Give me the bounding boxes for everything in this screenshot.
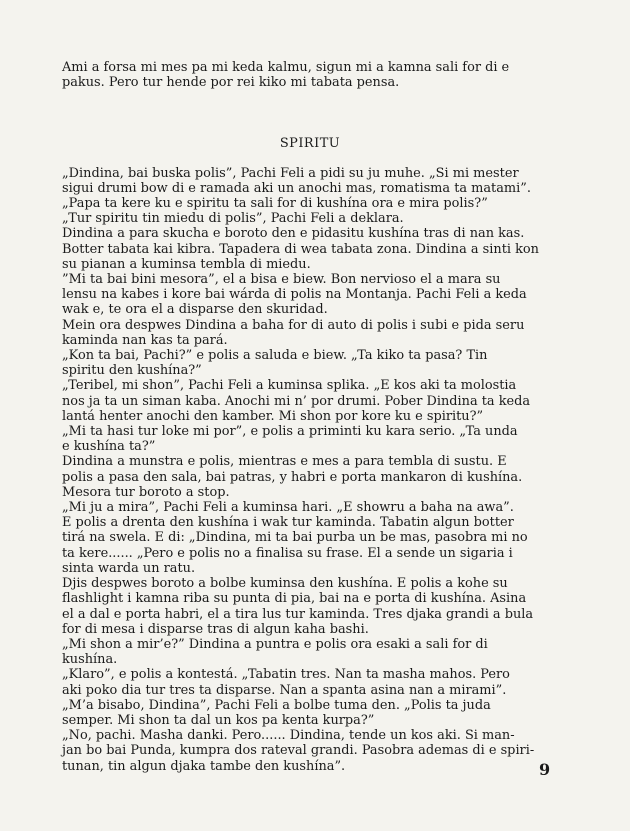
story-paragraph: „Kon ta bai, Pachi?” e polis a saluda e biew. „Ta kiko ta pasa? Tin spiritu den kushína?”	[62, 348, 488, 379]
story-paragraph: „M’a bisabo, Dindina”, Pachi Feli a bolbe tuma den. „Polis ta juda semper. Mi shon ta dal un kos pa kenta kurpa?”	[62, 697, 491, 728]
page-number: 9	[539, 760, 551, 779]
story-paragraph: ”Mi ta bai bini mesora”, el a bisa e biew. Bon nervioso el a mara su lensu na kabes i kore bai wárda di polis na Montanja. Pachi Feli a keda wak e, te ora el a disparse den skuridad.	[62, 272, 527, 318]
story-paragraph: „Teribel, mi shon”, Pachi Feli a kuminsa splika. „E kos aki ta molostia nos ja ta un siman kaba. Anochi mi n’ por drumi. Pober Dindina ta keda lantá henter anochi den kamber. Mi shon por kore ku e spiritu?”	[62, 378, 531, 424]
story-paragraph: Djis despwes boroto a bolbe kuminsa den kushína. E polis a kohe su flashlight i kamna riba su punta di pia, bai na e porta di kushína. Asina el a dal e porta habri, el a tira lus tur kaminda. Tres djaka grandi a bula for di mesa i disparse tras di algun kaha bashi.	[62, 576, 534, 637]
story-paragraph: Mein ora despwes Dindina a baha for di auto di polis i subi e pida seru kaminda nan kas ta pará.	[62, 317, 525, 348]
story-title: SPIRITU	[279, 136, 341, 152]
story-paragraph: Dindina a para skucha e boroto den e pidasitu kushína tras di nan kas. Botter tabata kai kibra. Tapadera di wea tabata zona. Dindina a sinti kon su pianan a kuminsa tembla di miedu.	[62, 226, 539, 272]
story-paragraph: Dindina a munstra e polis, mientras e mes a para tembla di sustu. E polis a pasa den sala, bai patras, y habri e porta mankaron di kushína. Mesora tur boroto a stop.	[62, 454, 523, 500]
story-paragraph: „Mi ju a mira”, Pachi Feli a kuminsa hari. „E showru a baha na awa”.	[62, 500, 514, 516]
story-paragraph: „Dindina, bai buska polis”, Pachi Feli a pidi su ju muhe. „Si mi mester sigui drumi bow di e ramada aki un anochi mas, romatisma ta matami”.	[62, 165, 531, 196]
story-paragraph: „Mi ta hasi tur loke mi por”, e polis a priminti ku kara serio. „Ta unda e kushína ta?”	[62, 424, 518, 455]
story-paragraph: „No, pachi. Masha danki. Pero...... Dindina, tende un kos aki. Si man- jan bo bai Punda, kumpra dos rateval grandi. Pasobra ademas di e spiri- tunan, tin algun djaka tambe den kushína”.	[62, 728, 535, 774]
story-paragraph: E polis a drenta den kushína i wak tur kaminda. Tabatin algun botter tirá na swela. E di: „Dindina, mi ta bai purba un be mas, pasobra mi no ta kere...... „Pero e polis no a finalisa su frase. El a sende un sigaria i sinta warda un ratu.	[62, 515, 528, 576]
story-paragraph: „Klaro”, e polis a kontestá. „Tabatin tres. Nan ta masha mahos. Pero aki poko dia tur tres ta disparse. Nan a spanta asina nan a mirami”.	[62, 667, 510, 698]
story-paragraph: „Mi shon a mir’e?” Dindina a puntra e polis ora esaki a sali for di kushína.	[62, 636, 488, 668]
story-paragraph: „Tur spiritu tin miedu di polis”, Pachi Feli a deklara.	[62, 211, 404, 227]
intro-paragraph: Ami a forsa mi mes pa mi keda kalmu, sigun mi a kamna sali for di e pakus. Pero tur hende por rei kiko mi tabata pensa.	[62, 60, 510, 91]
story-paragraph: „Papa ta kere ku e spiritu ta sali for di kushína ora e mira polis?”	[62, 196, 488, 212]
page-body	[62, 60, 558, 774]
